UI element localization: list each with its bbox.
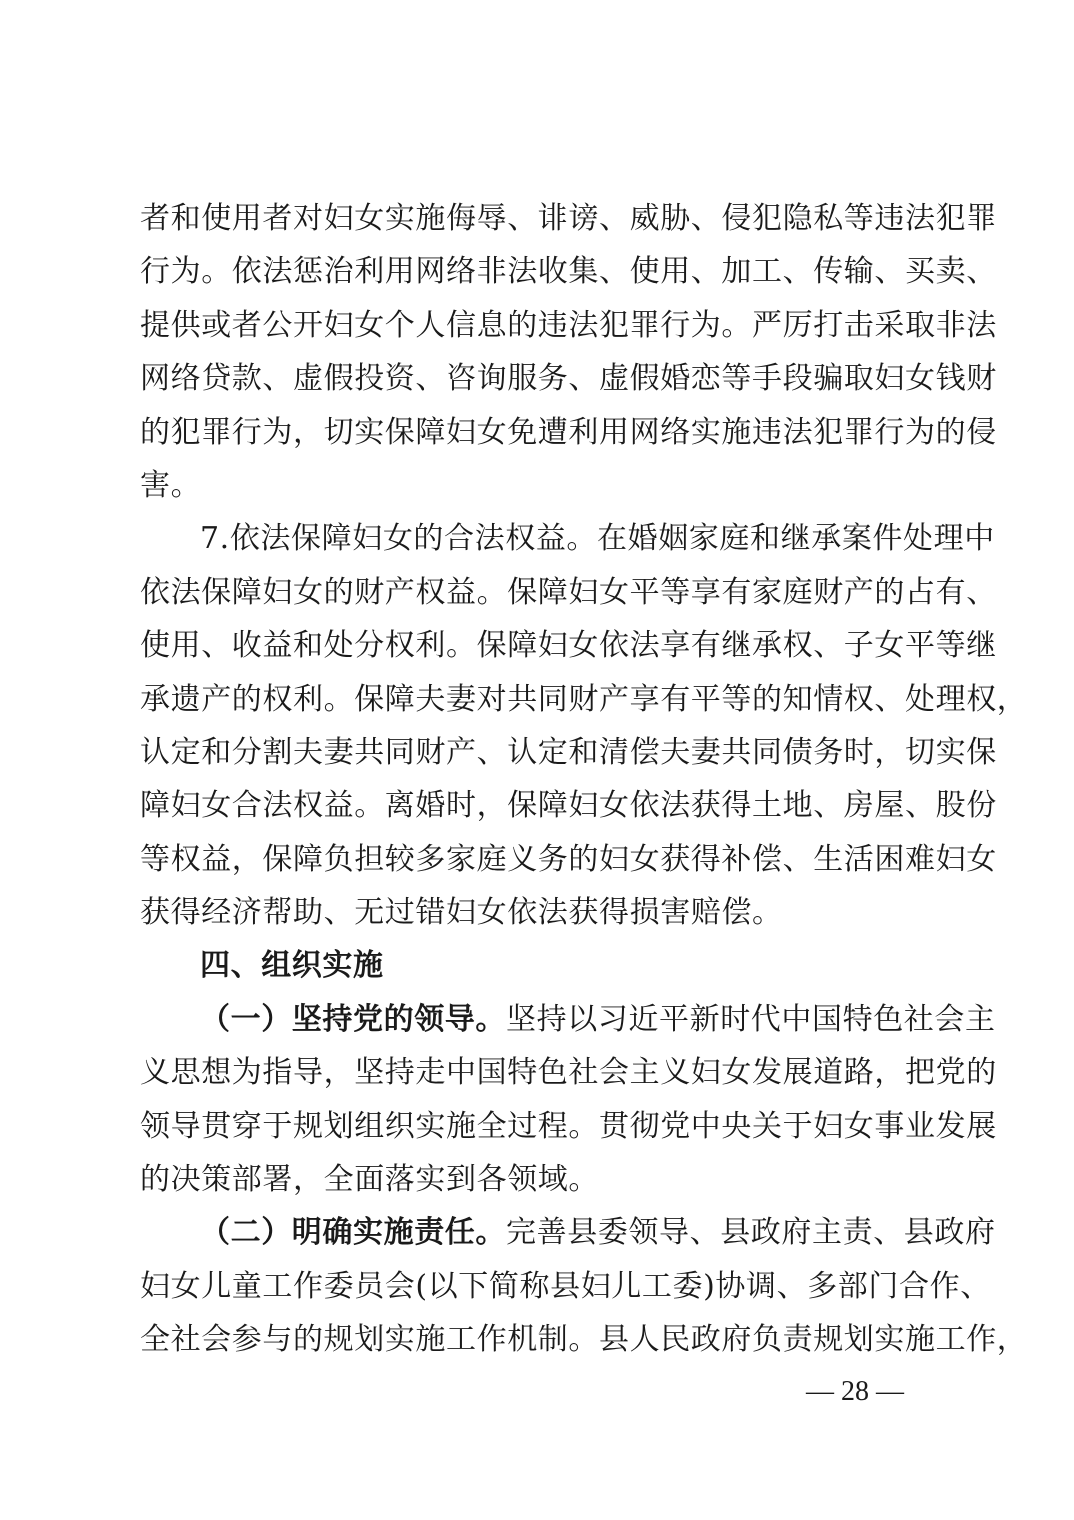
paragraph-first-line: 7.依法保障妇女的合法权益。在婚姻家庭和继承案件处理中 <box>200 521 995 557</box>
text-line: 认定和分割夫妻共同财产、认定和清偿夫妻共同债务时，切实保 <box>140 734 997 770</box>
text-line: 者和使用者对妇女实施侮辱、诽谤、威胁、侵犯隐私等违法犯罪 <box>140 201 997 236</box>
text-line: 障妇女合法权益。离婚时，保障妇女依法获得土地、房屋、股份 <box>140 788 997 824</box>
paragraph-lead: （一）坚持党的领导。 <box>200 1001 506 1037</box>
text-line: 义思想为指导，坚持走中国特色社会主义妇女发展道路，把党的 <box>140 1055 997 1091</box>
text-line: 的决策部署，全面落实到各领域。 <box>140 1162 599 1198</box>
body-text <box>140 192 1028 1367</box>
section-heading: 四、组织实施 <box>200 948 384 984</box>
paragraph-4 <box>140 1206 1028 1366</box>
text-line: 获得经济帮助、无过错妇女依法获得损害赔偿。 <box>140 895 783 931</box>
text-line: 网络贷款、虚假投资、咨询服务、虚假婚恋等手段骗取妇女钱财 <box>140 361 997 397</box>
text-line: 领导贯穿于规划组织实施全过程。贯彻党中央关于妇女事业发展 <box>140 1108 997 1144</box>
text-line: 等权益，保障负担较多家庭义务的妇女获得补偿、生活困难妇女 <box>140 841 997 877</box>
paragraph-first-line <box>140 1206 996 1259</box>
paragraph-3 <box>140 993 997 1207</box>
text-line: 使用、收益和处分权利。保障妇女依法享有继承权、子女平等继 <box>140 628 997 664</box>
text-line: 行为。依法惩治利用网络非法收集、使用、加工、传输、买卖、 <box>140 254 997 290</box>
text-line: 提供或者公开妇女个人信息的违法犯罪行为。严厉打击采取非法 <box>140 307 997 343</box>
text-line: 害。 <box>140 467 202 503</box>
paragraph-lead-rest: 完善县委领导、县政府主责、县政府 <box>506 1215 996 1251</box>
paragraph-2 <box>140 512 1028 939</box>
paragraph-1 <box>140 192 997 512</box>
paragraph-lead: （二）明确实施责任。 <box>200 1215 506 1251</box>
paragraph-lead-rest: 坚持以习近平新时代中国特色社会主 <box>506 1001 996 1037</box>
text-line: 妇女儿童工作委员会(以下简称县妇儿工委)协调、多部门合作、 <box>140 1268 991 1304</box>
page-number: — 28 — <box>806 1376 904 1407</box>
text-line: 依法保障妇女的财产权益。保障妇女平等享有家庭财产的占有、 <box>140 574 997 610</box>
text-line: 承遗产的权利。保障夫妻对共同财产享有平等的知情权、处理权， <box>140 681 1028 717</box>
text-line: 的犯罪行为，切实保障妇女免遭利用网络实施违法犯罪行为的侵 <box>140 414 997 450</box>
paragraph-first-line <box>140 993 996 1046</box>
text-line: 全社会参与的规划实施工作机制。县人民政府负责规划实施工作， <box>140 1322 1028 1358</box>
